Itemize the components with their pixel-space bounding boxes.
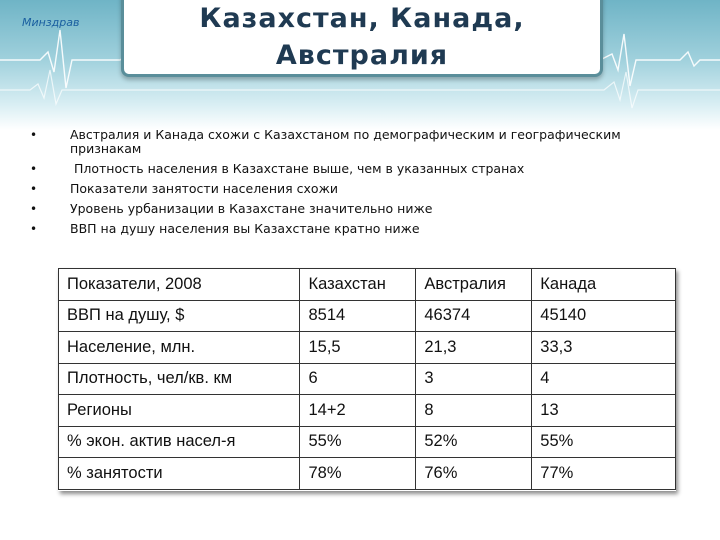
- row-label-cell: Плотность, чел/кв. км: [59, 363, 300, 395]
- row-label-cell: Регионы: [59, 395, 300, 427]
- table-cell: 6: [300, 363, 416, 395]
- table-cell: 45140: [532, 300, 676, 332]
- table-cell: 46374: [416, 300, 532, 332]
- table-cell: 55%: [300, 426, 416, 458]
- header-cell: Австралия: [416, 269, 532, 301]
- brand-label: Минздрав: [22, 16, 80, 29]
- comparison-table: [58, 268, 676, 490]
- table-cell: 8: [416, 395, 532, 427]
- bullet-list: [30, 128, 670, 242]
- bullet-item: [30, 182, 670, 196]
- page-title-line-2: Австралия: [275, 40, 449, 71]
- table-row: [59, 332, 676, 364]
- bullet-text: Показатели занятости населения схожи: [70, 181, 338, 196]
- row-label-cell: % занятости: [59, 458, 300, 490]
- table-row: [59, 395, 676, 427]
- table-cell: 77%: [532, 458, 676, 490]
- row-label-cell: Население, млн.: [59, 332, 300, 364]
- bullet-item: [30, 128, 670, 156]
- table-cell: 76%: [416, 458, 532, 490]
- row-label-cell: % экон. актив насел-я: [59, 426, 300, 458]
- table-cell: 52%: [416, 426, 532, 458]
- bullet-marker: •: [30, 222, 38, 236]
- table-cell: 15,5: [300, 332, 416, 364]
- table-cell: 13: [532, 395, 676, 427]
- bullet-item: [30, 222, 670, 236]
- bullet-item: [30, 162, 670, 176]
- table-cell: 33,3: [532, 332, 676, 364]
- bullet-text: Австралия и Канада схожи с Казахстаном по демографическим и географическим признакам: [70, 127, 621, 156]
- page-title-line-1: Казахстан, Канада,: [199, 3, 525, 34]
- bullet-text: Плотность населения в Казахстане выше, чем в указанных странах: [70, 161, 525, 176]
- row-label-cell: ВВП на душу, $: [59, 300, 300, 332]
- bullet-marker: •: [30, 182, 38, 196]
- table-row: [59, 363, 676, 395]
- table-cell: 78%: [300, 458, 416, 490]
- bullet-marker: •: [30, 202, 38, 216]
- table-cell: 21,3: [416, 332, 532, 364]
- title-box: [121, 0, 603, 77]
- table-cell: 55%: [532, 426, 676, 458]
- table-cell: 8514: [300, 300, 416, 332]
- bullet-text: ВВП на душу населения вы Казахстане кратно ниже: [70, 221, 420, 236]
- bullet-marker: •: [30, 162, 38, 176]
- table-row: [59, 300, 676, 332]
- table-cell: 4: [532, 363, 676, 395]
- bullet-text: Уровень урбанизации в Казахстане значительно ниже: [70, 201, 433, 216]
- table-cell: 3: [416, 363, 532, 395]
- header-cell: Показатели, 2008: [59, 269, 300, 301]
- header-cell: Канада: [532, 269, 676, 301]
- table-row: [59, 458, 676, 490]
- bullet-item: [30, 202, 670, 216]
- table-cell: 14+2: [300, 395, 416, 427]
- table-header-row: [59, 269, 676, 301]
- table-row: [59, 426, 676, 458]
- bullet-marker: •: [30, 128, 38, 142]
- header-cell: Казахстан: [300, 269, 416, 301]
